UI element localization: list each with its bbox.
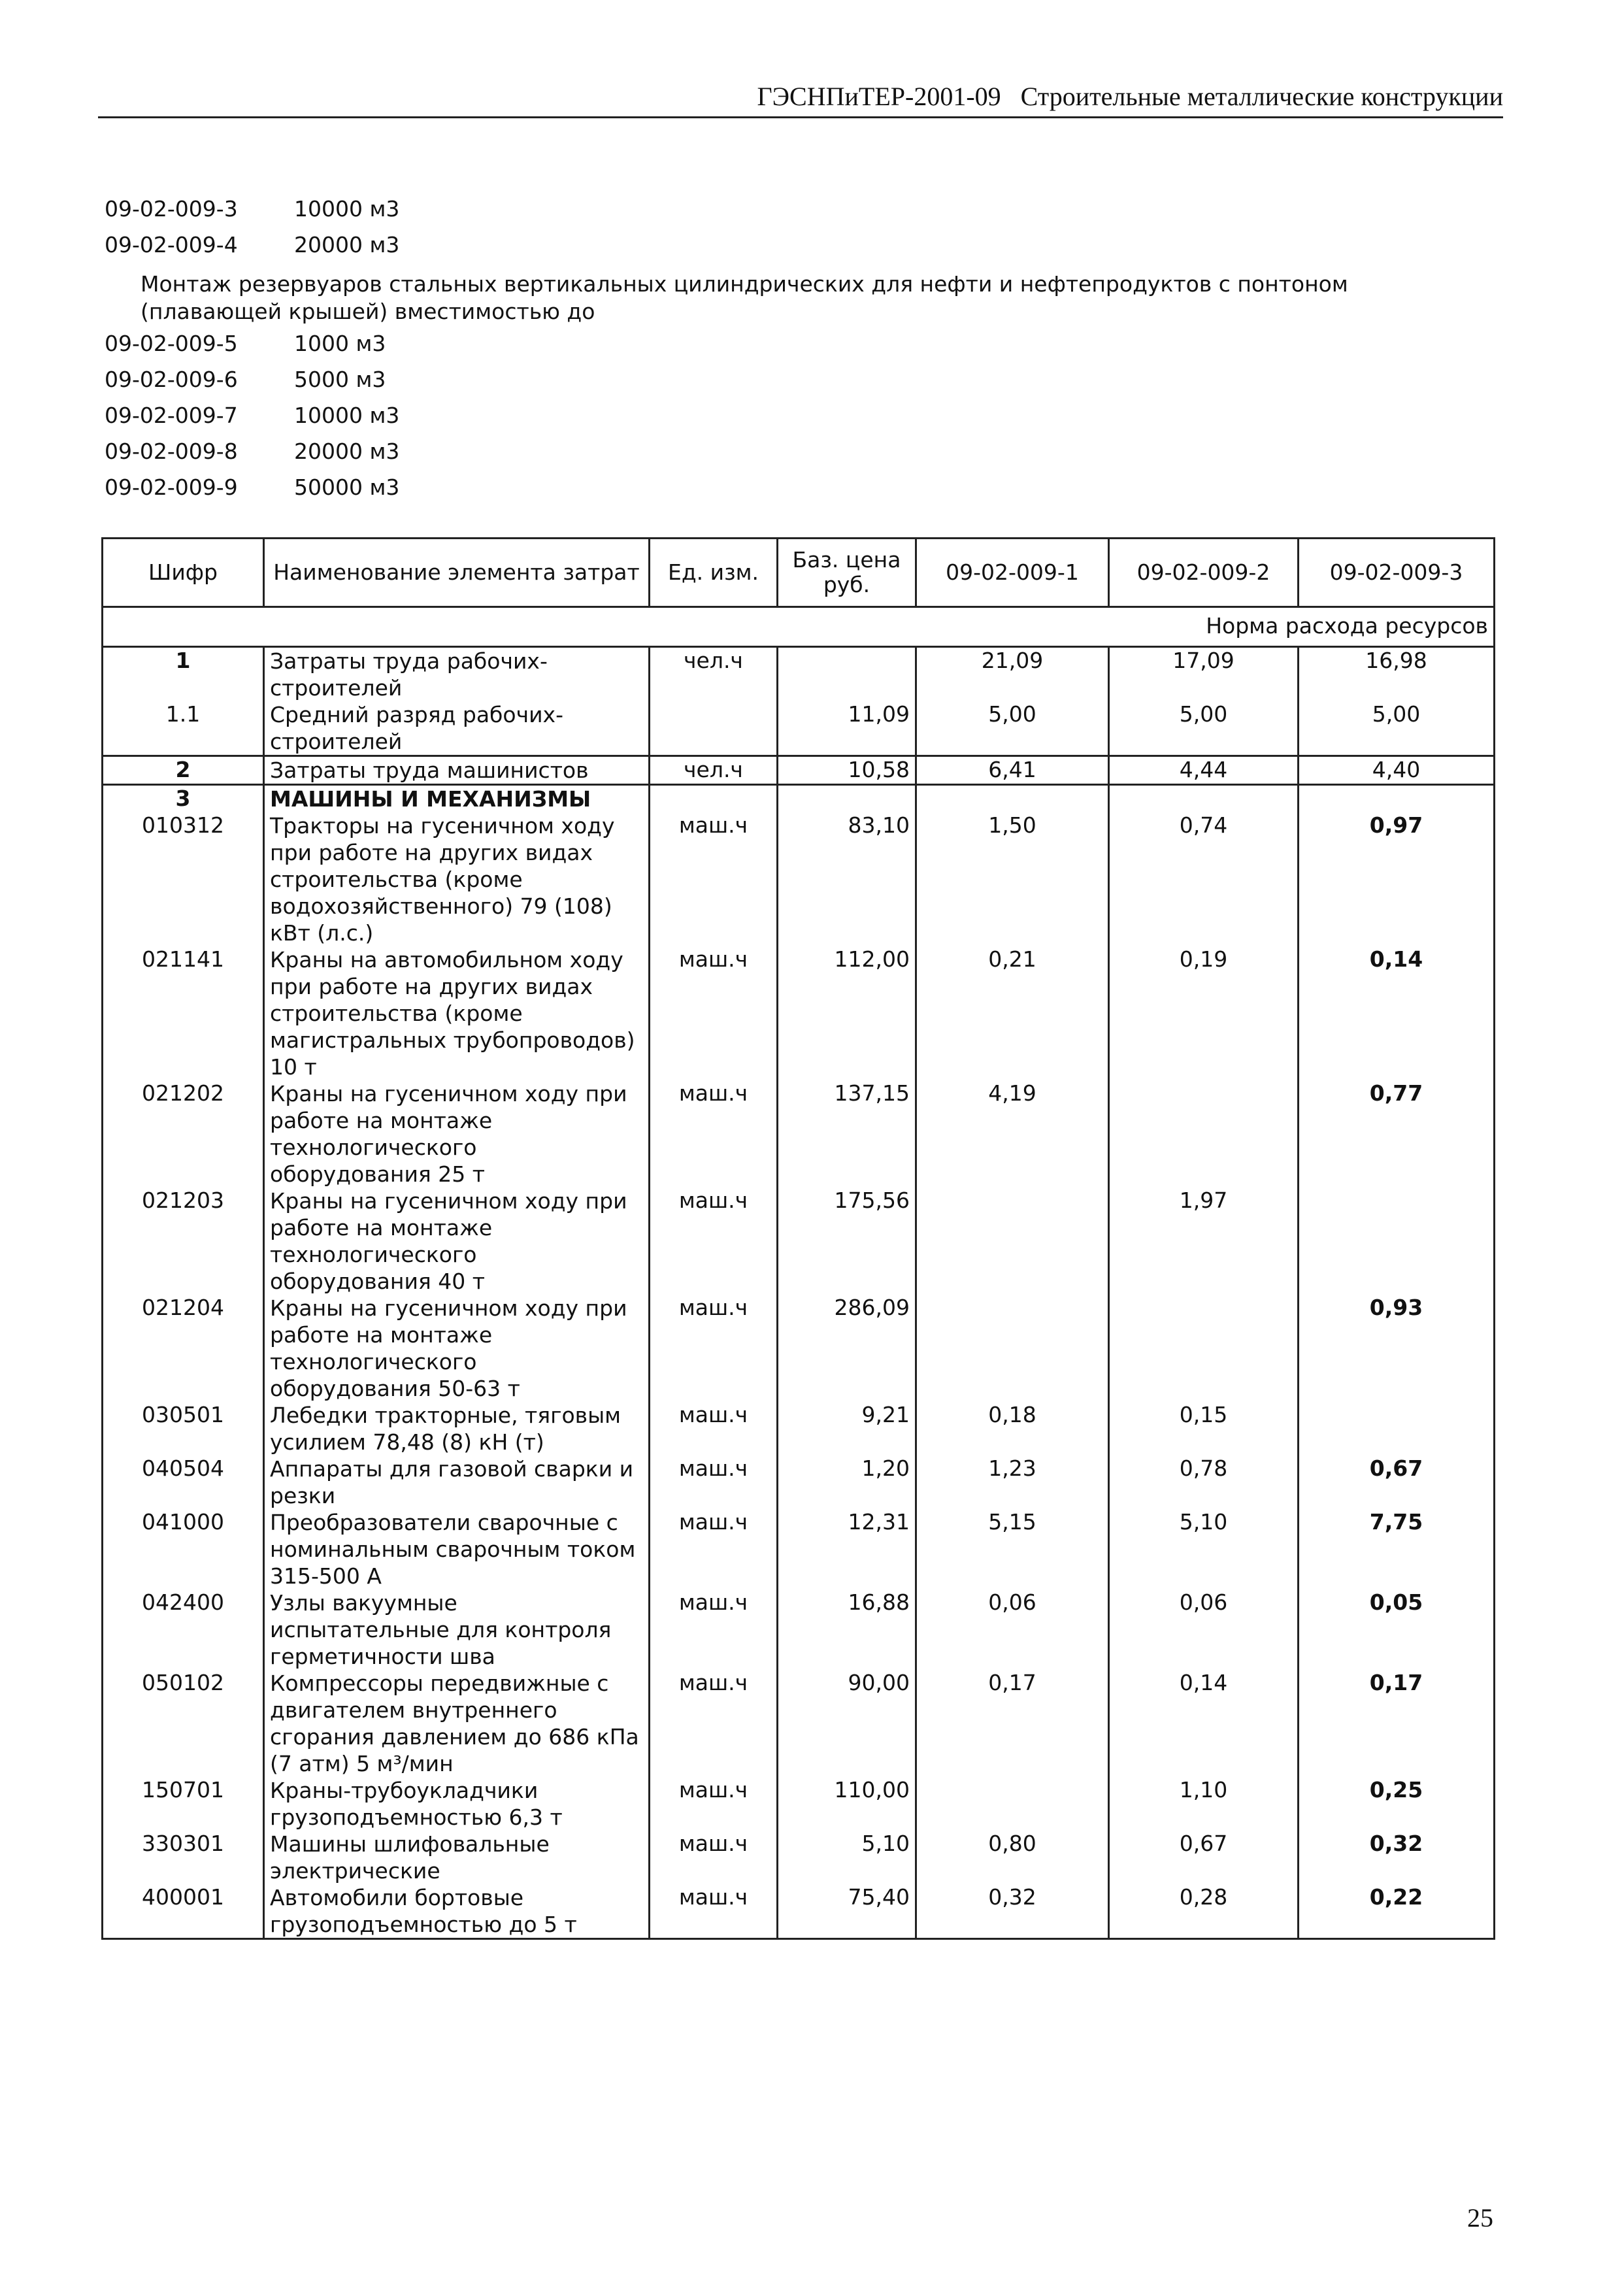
row-name: Краны на гусеничном ходу при работе на монтаже технологического оборудования 25 т — [264, 1080, 650, 1188]
row-value-1 — [916, 1295, 1109, 1402]
row-value-3: 0,17 — [1299, 1670, 1495, 1777]
row-value-2: 0,19 — [1109, 946, 1299, 1080]
row-unit: маш.ч — [650, 1777, 778, 1831]
row-price: 112,00 — [778, 946, 916, 1080]
row-value-2: 0,28 — [1109, 1884, 1299, 1939]
row-code: 330301 — [103, 1831, 264, 1884]
row-value-3: 0,25 — [1299, 1777, 1495, 1831]
section-description: Монтаж резервуаров стальных вертикальных цилиндрических для нефти и нефтепродуктов с понтоном (плавающей крышей) вместимостью до — [141, 271, 1348, 324]
row-name: Компрессоры передвижные с двигателем внутреннего сгорания давлением до 686 кПа (7 атм) 5 м³/мин — [264, 1670, 650, 1777]
row-name: Краны на гусеничном ходу при работе на монтаже технологического оборудования 40 т — [264, 1188, 650, 1295]
row-value-1: 6,41 — [916, 756, 1109, 785]
table-row — [103, 701, 1495, 756]
table-row — [103, 1080, 1495, 1188]
code-number: 09-02-009-7 — [105, 403, 238, 428]
code-volume: 10000 м3 — [294, 196, 400, 222]
row-value-1 — [916, 1777, 1109, 1831]
row-value-2: 0,78 — [1109, 1455, 1299, 1509]
row-price: 10,58 — [778, 756, 916, 785]
table-row — [103, 1188, 1495, 1295]
row-price: 110,00 — [778, 1777, 916, 1831]
row-code: 050102 — [103, 1670, 264, 1777]
row-name: Преобразователи сварочные с номинальным сварочным током 315-500 А — [264, 1509, 650, 1589]
table-header-row — [103, 539, 1495, 607]
code-volume: 1000 м3 — [294, 331, 386, 356]
code-number: 09-02-009-5 — [105, 331, 238, 356]
code-row — [105, 439, 1412, 474]
row-value-2: 0,74 — [1109, 812, 1299, 946]
row-unit: маш.ч — [650, 1884, 778, 1939]
header-name: Наименование элемента затрат — [264, 539, 650, 607]
row-value-2: 17,09 — [1109, 647, 1299, 702]
row-value-2: 5,10 — [1109, 1509, 1299, 1589]
code-volume: 5000 м3 — [294, 367, 386, 392]
table-row — [103, 1295, 1495, 1402]
row-value-1: 0,06 — [916, 1589, 1109, 1670]
row-price: 11,09 — [778, 701, 916, 756]
row-value-1: 1,23 — [916, 1455, 1109, 1509]
row-value-1: 4,19 — [916, 1080, 1109, 1188]
row-value-3: 0,14 — [1299, 946, 1495, 1080]
code-number: 09-02-009-4 — [105, 232, 238, 258]
row-code: 010312 — [103, 812, 264, 946]
row-value-1: 0,18 — [916, 1402, 1109, 1455]
row-code: 3 — [103, 785, 264, 813]
row-unit: маш.ч — [650, 946, 778, 1080]
row-code: 021202 — [103, 1080, 264, 1188]
table-row — [103, 946, 1495, 1080]
row-price — [778, 647, 916, 702]
row-unit: маш.ч — [650, 1188, 778, 1295]
row-code: 1 — [103, 647, 264, 702]
row-price: 286,09 — [778, 1295, 916, 1402]
code-row — [105, 403, 1412, 439]
row-unit: маш.ч — [650, 1402, 778, 1455]
row-value-3: 0,93 — [1299, 1295, 1495, 1402]
row-value-3 — [1299, 1402, 1495, 1455]
code-row — [105, 474, 1412, 510]
row-value-3: 5,00 — [1299, 701, 1495, 756]
row-value-2: 0,06 — [1109, 1589, 1299, 1670]
row-unit: маш.ч — [650, 1295, 778, 1402]
row-code: 1.1 — [103, 701, 264, 756]
code-number: 09-02-009-9 — [105, 474, 238, 500]
row-value-3: 0,32 — [1299, 1831, 1495, 1884]
row-unit: маш.ч — [650, 1589, 778, 1670]
row-value-2: 5,00 — [1109, 701, 1299, 756]
row-value-3: 0,77 — [1299, 1080, 1495, 1188]
row-code: 040504 — [103, 1455, 264, 1509]
row-price: 175,56 — [778, 1188, 916, 1295]
row-value-2: 0,14 — [1109, 1670, 1299, 1777]
row-unit: маш.ч — [650, 1831, 778, 1884]
table-row — [103, 1402, 1495, 1455]
row-price: 5,10 — [778, 1831, 916, 1884]
row-name: Тракторы на гусеничном ходу при работе на других видах строительства (кроме водохозяйственного) 79 (108) кВт (л.с.) — [264, 812, 650, 946]
header-col1: 09-02-009-1 — [916, 539, 1109, 607]
table-row — [103, 647, 1495, 702]
code-row — [105, 232, 1412, 268]
norm-caption-row — [103, 607, 1495, 647]
table-row — [103, 1509, 1495, 1589]
code-volume: 20000 м3 — [294, 232, 400, 258]
row-value-3: 0,67 — [1299, 1455, 1495, 1509]
code-list — [105, 196, 1412, 510]
row-name: Краны на автомобильном ходу при работе на других видах строительства (кроме магистральных трубопроводов) 10 т — [264, 946, 650, 1080]
row-value-1: 0,17 — [916, 1670, 1109, 1777]
header-price: Баз. цена руб. — [778, 539, 916, 607]
code-number: 09-02-009-8 — [105, 439, 238, 464]
resource-table — [101, 537, 1495, 1940]
row-price: 9,21 — [778, 1402, 916, 1455]
header-code: ГЭСНПиТЕР-2001-09 — [757, 82, 1001, 111]
row-value-2: 1,97 — [1109, 1188, 1299, 1295]
row-value-2 — [1109, 1295, 1299, 1402]
row-price: 75,40 — [778, 1884, 916, 1939]
row-value-3: 7,75 — [1299, 1509, 1495, 1589]
row-value-1: 0,21 — [916, 946, 1109, 1080]
table-row — [103, 812, 1495, 946]
row-unit: маш.ч — [650, 1509, 778, 1589]
table-row — [103, 1884, 1495, 1939]
row-name: Затраты труда рабочих-строителей — [264, 647, 650, 702]
row-value-3: 0,05 — [1299, 1589, 1495, 1670]
row-name: Аппараты для газовой сварки и резки — [264, 1455, 650, 1509]
row-code: 021204 — [103, 1295, 264, 1402]
row-value-1: 1,50 — [916, 812, 1109, 946]
row-value-2: 0,15 — [1109, 1402, 1299, 1455]
row-code: 041000 — [103, 1509, 264, 1589]
row-name: Машины шлифовальные электрические — [264, 1831, 650, 1884]
table-row — [103, 1670, 1495, 1777]
page-number: 25 — [1467, 2203, 1493, 2233]
row-value-1: 5,00 — [916, 701, 1109, 756]
row-value-3: 16,98 — [1299, 647, 1495, 702]
row-code: 021141 — [103, 946, 264, 1080]
row-unit — [650, 701, 778, 756]
norm-caption: Норма расхода ресурсов — [103, 607, 1495, 647]
row-value-3: 0,22 — [1299, 1884, 1495, 1939]
row-value-3: 0,97 — [1299, 812, 1495, 946]
table-row — [103, 1831, 1495, 1884]
row-unit: чел.ч — [650, 756, 778, 785]
row-unit: маш.ч — [650, 812, 778, 946]
row-price: 137,15 — [778, 1080, 916, 1188]
row-name: Лебедки тракторные, тяговым усилием 78,48 (8) кН (т) — [264, 1402, 650, 1455]
row-value-1: 0,32 — [916, 1884, 1109, 1939]
page-header — [98, 77, 1503, 118]
row-value-1 — [916, 1188, 1109, 1295]
row-price: 12,31 — [778, 1509, 916, 1589]
row-name: Краны на гусеничном ходу при работе на монтаже технологического оборудования 50-63 т — [264, 1295, 650, 1402]
table-row — [103, 1777, 1495, 1831]
row-value-2: 0,67 — [1109, 1831, 1299, 1884]
header-col2: 09-02-009-2 — [1109, 539, 1299, 607]
row-price: 1,20 — [778, 1455, 916, 1509]
row-name: Краны-трубоукладчики грузоподъемностью 6,3 т — [264, 1777, 650, 1831]
row-unit: чел.ч — [650, 647, 778, 702]
row-unit: маш.ч — [650, 1670, 778, 1777]
row-value-2 — [1109, 1080, 1299, 1188]
code-volume: 20000 м3 — [294, 439, 400, 464]
table-row — [103, 1589, 1495, 1670]
row-price: 16,88 — [778, 1589, 916, 1670]
row-value-2: 4,44 — [1109, 756, 1299, 785]
row-code: 042400 — [103, 1589, 264, 1670]
code-number: 09-02-009-6 — [105, 367, 238, 392]
row-price: 90,00 — [778, 1670, 916, 1777]
row-code: 021203 — [103, 1188, 264, 1295]
code-number: 09-02-009-3 — [105, 196, 238, 222]
row-unit: маш.ч — [650, 1080, 778, 1188]
row-value-3: 4,40 — [1299, 756, 1495, 785]
row-name: Автомобили бортовые грузоподъемностью до 5 т — [264, 1884, 650, 1939]
header-title: Строительные металлические конструкции — [1020, 82, 1503, 111]
row-name: Средний разряд рабочих-строителей — [264, 701, 650, 756]
row-name: Узлы вакуумные испытательные для контроля герметичности шва — [264, 1589, 650, 1670]
row-value-3 — [1299, 1188, 1495, 1295]
code-row — [105, 331, 1412, 367]
code-volume: 10000 м3 — [294, 403, 400, 428]
row-value-1: 0,80 — [916, 1831, 1109, 1884]
row-price: 83,10 — [778, 812, 916, 946]
row-value-1: 21,09 — [916, 647, 1109, 702]
header-col3: 09-02-009-3 — [1299, 539, 1495, 607]
section-row — [103, 785, 1495, 813]
code-row — [105, 367, 1412, 403]
code-row — [105, 196, 1412, 232]
table-row — [103, 1455, 1495, 1509]
row-value-1: 5,15 — [916, 1509, 1109, 1589]
row-value-2: 1,10 — [1109, 1777, 1299, 1831]
row-name: Затраты труда машинистов — [264, 756, 650, 785]
header-code: Шифр — [103, 539, 264, 607]
section-title: МАШИНЫ И МЕХАНИЗМЫ — [264, 785, 650, 813]
row-code: 400001 — [103, 1884, 264, 1939]
table-row — [103, 756, 1495, 785]
row-code: 2 — [103, 756, 264, 785]
row-code: 030501 — [103, 1402, 264, 1455]
code-volume: 50000 м3 — [294, 474, 400, 500]
row-code: 150701 — [103, 1777, 264, 1831]
header-unit: Ед. изм. — [650, 539, 778, 607]
row-unit: маш.ч — [650, 1455, 778, 1509]
